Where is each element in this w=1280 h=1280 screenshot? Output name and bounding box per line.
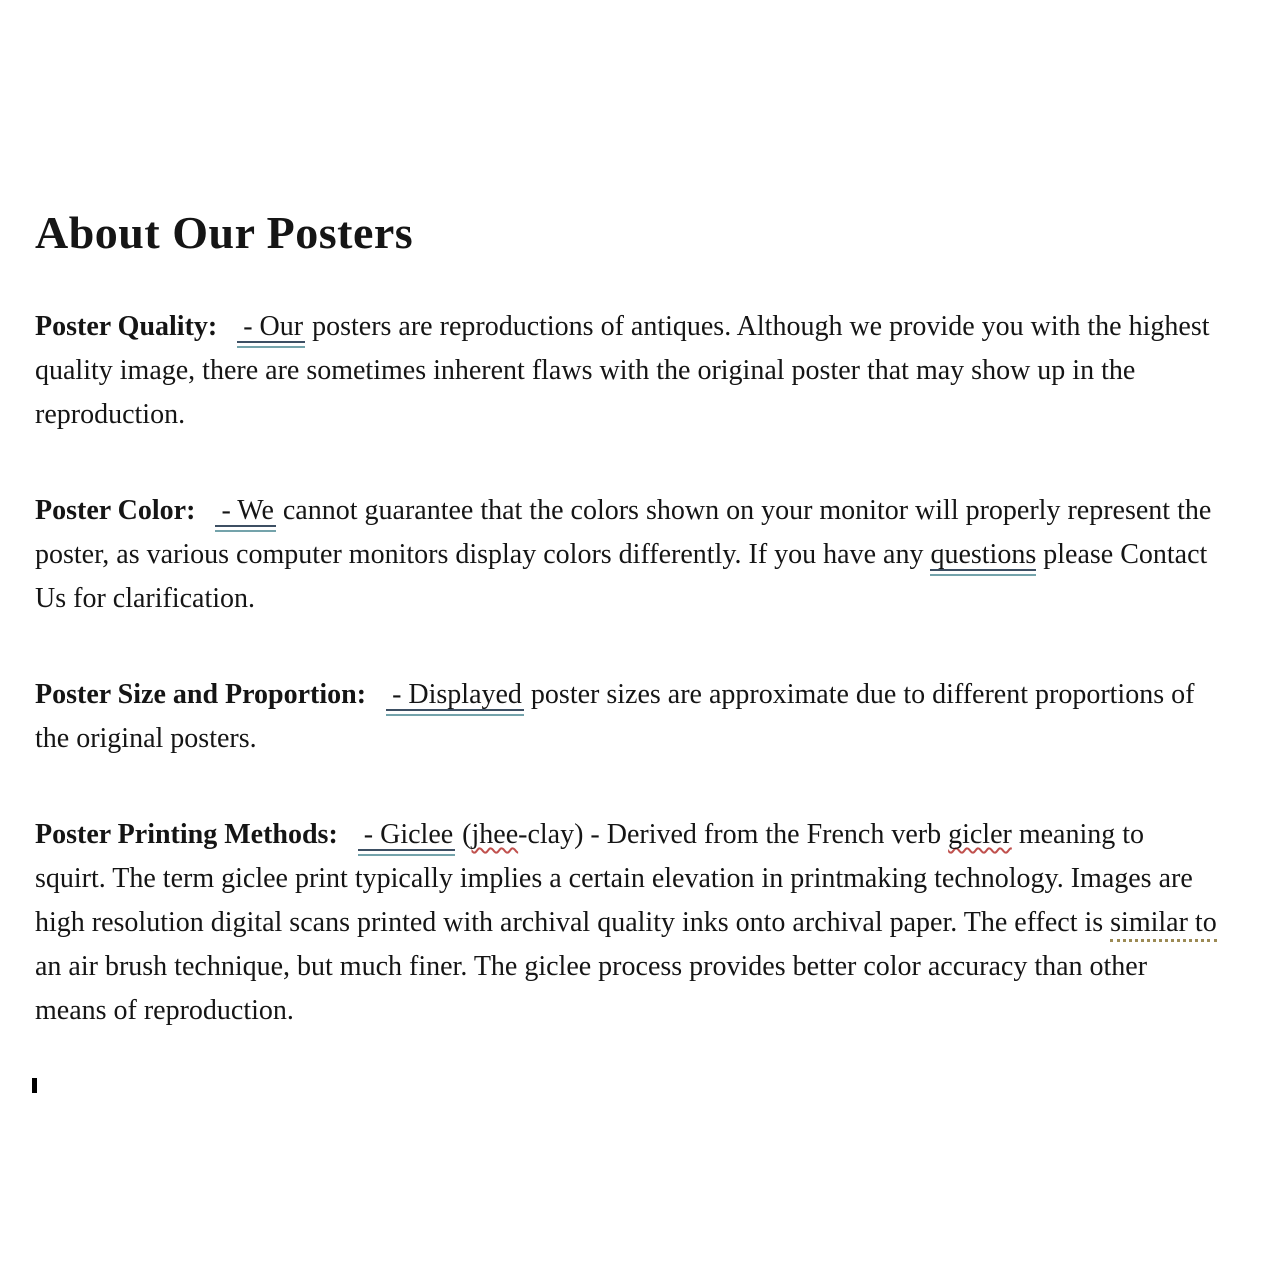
spellcheck-flagged-word: gicler xyxy=(948,819,1012,850)
section-heading-printing-methods: Poster Printing Methods: xyxy=(35,819,338,850)
section-heading-poster-quality: Poster Quality: xyxy=(35,311,218,342)
body-text: meaning to squirt. The term giclee print typically implies a certain elevation in printmaking technology. Images are high resolution digital scans printed with archival quality inks onto archival paper. The effect is xyxy=(35,819,1193,938)
body-text: poster sizes are approximate due to different proportions of the original posters. xyxy=(35,679,1195,754)
section-heading-poster-color: Poster Color: xyxy=(35,495,196,526)
double-underlined-word: questions xyxy=(930,539,1036,576)
body-text: cannot guarantee that the colors shown on your monitor will properly represent the poster, as various computer monitors display colors differently. If you have any xyxy=(35,495,1212,570)
double-underlined-text: - Our xyxy=(237,311,305,348)
body-text: -clay) - Derived from the French verb xyxy=(518,819,949,850)
spellcheck-flagged-word: jhee xyxy=(471,819,519,850)
body-text: ( xyxy=(455,819,472,850)
section-heading-poster-size: Poster Size and Proportion: xyxy=(35,679,367,710)
page-title: About Our Posters xyxy=(35,207,414,258)
body-text: posters are reproductions of antiques. Although we provide you with the highest quality image, there are sometimes inherent flaws with the original poster that may show up in the reproduction. xyxy=(35,311,1210,430)
body-text: an air brush technique, but much finer. The giclee process provides better color accuracy than other means of reproduction. xyxy=(35,951,1148,1026)
paragraph-poster-quality[interactable] xyxy=(35,305,1220,437)
double-underlined-text: - Displayed xyxy=(386,679,524,716)
text-caret xyxy=(32,1078,37,1093)
grammar-flagged-phrase: similar to xyxy=(1110,907,1217,942)
double-underlined-text: - Giclee xyxy=(358,819,455,856)
paragraph-poster-color[interactable] xyxy=(35,489,1220,621)
paragraph-poster-size-proportion[interactable] xyxy=(35,673,1220,761)
paragraph-poster-printing-methods[interactable] xyxy=(35,813,1220,1033)
body-text: please Contact Us for clarification. xyxy=(35,539,1208,614)
double-underlined-text: - We xyxy=(215,495,275,532)
